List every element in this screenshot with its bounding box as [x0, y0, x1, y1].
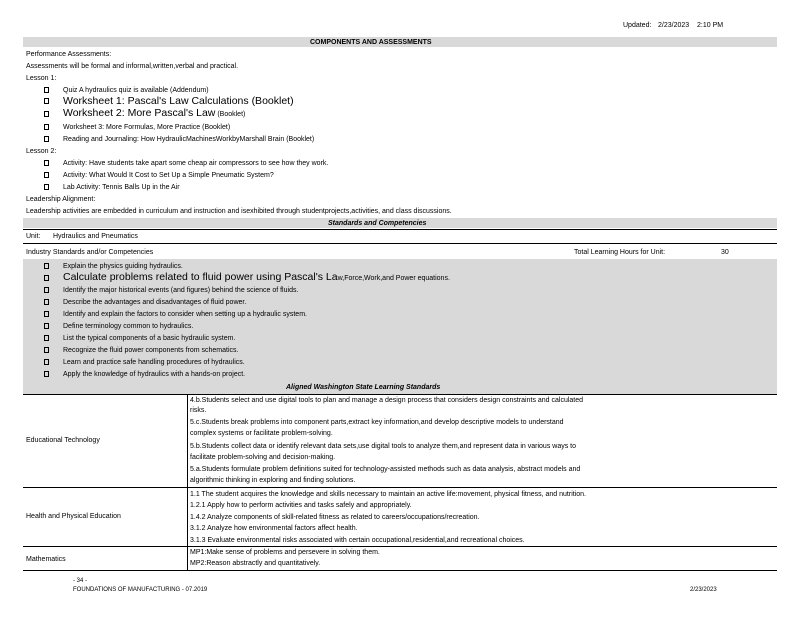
total-hours-label: Total Learning Hours for Unit:: [574, 249, 666, 256]
standard-line: 1.4.2 Analyze components of skill-related fitness as related to careers/occupations/recreation.: [190, 514, 480, 521]
lesson1-label: Lesson 1:: [26, 75, 57, 82]
aligned-title: Aligned Washington State Learning Standards: [286, 384, 441, 391]
standard-line: complex systems or facilitate problem-solving.: [190, 430, 333, 437]
updated-date: 2/23/2023: [658, 22, 690, 29]
list-item: Recognize the fluid power components from schematics.: [44, 346, 238, 355]
standard-line: 5.c.Students break problems into component parts,extract key information,and develop descriptive models to understand: [190, 419, 564, 426]
divider: [187, 394, 188, 570]
standard-line: algorithmic thinking in exploring and finding solutions.: [190, 477, 356, 484]
list-item: Describe the advantages and disadvantages of fluid power.: [44, 298, 246, 307]
list-item: Activity: What Would It Cost to Set Up a Simple Pneumatic System?: [44, 171, 274, 180]
divider: [23, 229, 777, 230]
standard-line: risks.: [190, 407, 207, 414]
standard-line: 4.b.Students select and use digital tools to plan and manage a design process that considers design constraints and calculated: [190, 397, 584, 404]
page-number: - 34 -: [73, 578, 88, 584]
list-item: Lab Activity: Tennis Balls Up in the Air: [44, 183, 180, 192]
standard-line: 3.1.2 Analyze how environmental factors affect health.: [190, 525, 358, 532]
unit-label: Unit:: [26, 233, 41, 240]
performance-label: Performance Assessments:: [26, 51, 112, 58]
components-title: COMPONENTS AND ASSESSMENTS: [310, 39, 432, 46]
list-item: Worksheet 1: Pascal's Law Calculations (Booklet): [44, 97, 294, 106]
total-hours-value: 30: [721, 249, 729, 256]
math-label: Mathematics: [26, 556, 66, 563]
lesson2-label: Lesson 2:: [26, 148, 57, 155]
divider: [23, 394, 777, 395]
standard-line: 5.b.Students collect data or identify relevant data sets,use digital tools to analyze them,and represent data in various ways to: [190, 443, 577, 450]
standard-line: MP2:Reason abstractly and quantitatively.: [190, 560, 321, 567]
footer-course: FOUNDATIONS OF MANUFACTURING - 07.2019: [73, 587, 208, 593]
industry-label: Industry Standards and/or Competencies: [26, 249, 154, 256]
list-item: Activity: Have students take apart some cheap air compressors to see how they work.: [44, 159, 328, 168]
divider: [23, 570, 777, 571]
list-item: Calculate problems related to fluid power using Pascal's Law,Force,Work,and Power equations.: [44, 273, 450, 283]
list-item: Worksheet 3: More Formulas, More Practice (Booklet): [44, 123, 230, 132]
divider: [23, 487, 777, 488]
list-item: Reading and Journaling: How HydraulicMachinesWorkbyMarshall Brain (Booklet): [44, 135, 314, 144]
unit-value: Hydraulics and Pneumatics: [53, 233, 138, 240]
updated-label: Updated:: [623, 22, 652, 29]
assessments-text: Assessments will be formal and informal,written,verbal and practical.: [26, 63, 239, 70]
standard-line: 1.1 The student acquires the knowledge and skills necessary to maintain an active life:movement, physical fitness, and nutrition.: [190, 491, 586, 498]
divider: [23, 243, 777, 244]
standards-title: Standards and Competencies: [328, 220, 427, 227]
standard-line: MP1:Make sense of problems and persevere in solving them.: [190, 549, 380, 556]
leadership-label: Leadership Alignment:: [26, 196, 96, 203]
footer-date: 2/23/2023: [690, 587, 717, 593]
health-label: Health and Physical Education: [26, 513, 121, 520]
list-item: List the typical components of a basic hydraulic system.: [44, 334, 235, 343]
list-item: Explain the physics guiding hydraulics.: [44, 262, 183, 271]
divider: [23, 546, 777, 547]
list-item: Apply the knowledge of hydraulics with a hands-on project.: [44, 370, 245, 379]
list-item: Define terminology common to hydraulics.: [44, 322, 193, 331]
list-item: Identify the major historical events (and figures) behind the science of fluids.: [44, 286, 298, 295]
standard-line: 5.a.Students formulate problem definitions suited for technology-assisted methods such as data analysis, abstract models and: [190, 466, 581, 473]
list-item: Worksheet 2: More Pascal's Law (Booklet): [44, 109, 245, 119]
edtech-label: Educational Technology: [26, 437, 100, 444]
list-item: Identify and explain the factors to consider when setting up a hydraulic system.: [44, 310, 307, 319]
leadership-text: Leadership activities are embedded in curriculum and instruction and isexhibited through studentprojects,activities, and class discussions.: [26, 208, 452, 215]
standard-line: 1.2.1 Apply how to perform activities and tasks safely and appropriately.: [190, 502, 412, 509]
list-item: Quiz A hydraulics quiz is available (Addendum): [44, 86, 209, 95]
standard-line: 3.1.3 Evaluate environmental risks associated with certain occupational,residential,and recreational choices.: [190, 537, 525, 544]
list-item: Learn and practice safe handling procedures of hydraulics.: [44, 358, 245, 367]
standard-line: facilitate problem-solving and decision-making.: [190, 454, 336, 461]
updated-time: 2:10 PM: [697, 22, 724, 29]
